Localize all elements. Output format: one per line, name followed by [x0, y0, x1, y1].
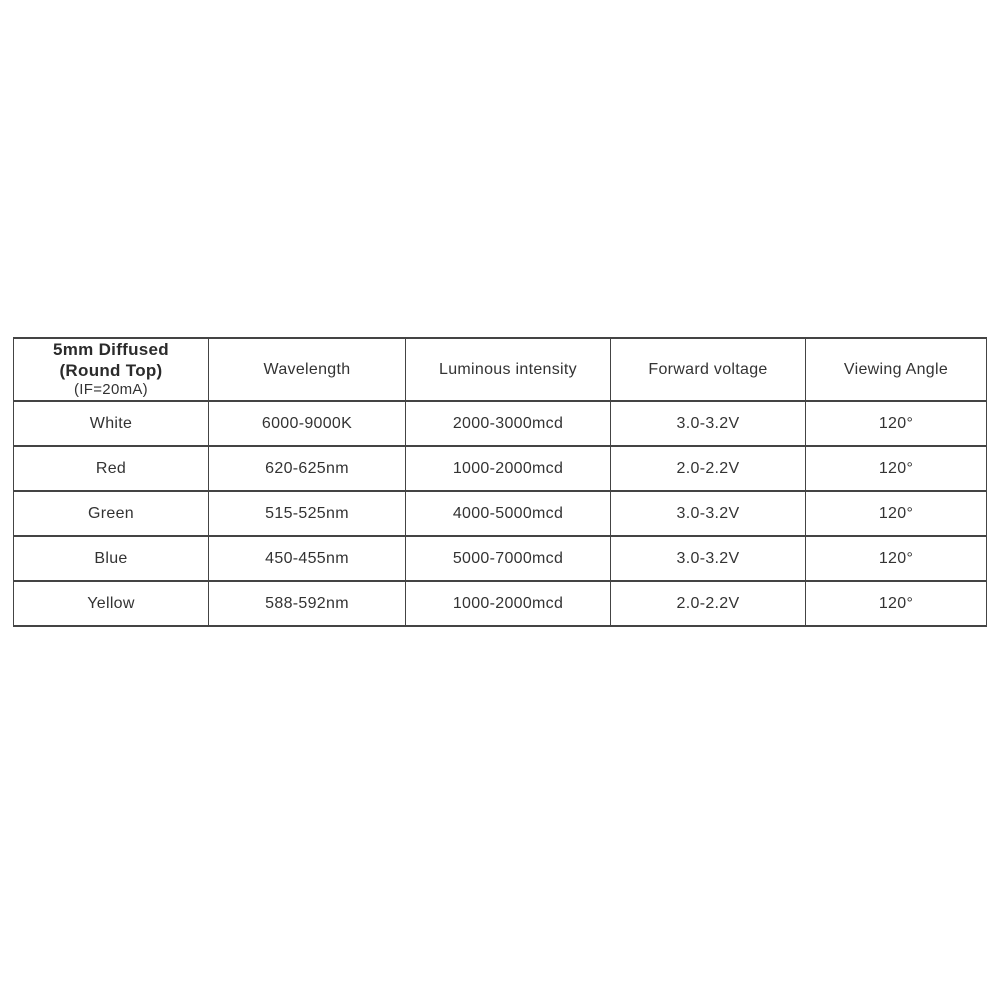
- angle-cell: 120°: [806, 536, 987, 581]
- voltage-cell: 3.0-3.2V: [611, 491, 806, 536]
- led-color-cell: White: [14, 401, 209, 446]
- corner-header-line2: (Round Top): [59, 360, 163, 380]
- angle-header: Viewing Angle: [806, 338, 987, 401]
- led-color-cell: Yellow: [14, 581, 209, 626]
- corner-header-cell: [14, 338, 209, 401]
- intensity-cell: 5000-7000mcd: [406, 536, 611, 581]
- angle-cell: 120°: [806, 401, 987, 446]
- led-color-cell: Green: [14, 491, 209, 536]
- wavelength-cell: 588-592nm: [209, 581, 406, 626]
- voltage-cell: 3.0-3.2V: [611, 401, 806, 446]
- table-row-blue: [14, 536, 987, 581]
- intensity-cell: 1000-2000mcd: [406, 581, 611, 626]
- voltage-cell: 2.0-2.2V: [611, 581, 806, 626]
- wavelength-header: Wavelength: [209, 338, 406, 401]
- led-color-cell: Red: [14, 446, 209, 491]
- corner-header-line1: 5mm Diffused: [52, 340, 169, 360]
- voltage-cell: 3.0-3.2V: [611, 536, 806, 581]
- led-color-cell: Blue: [14, 536, 209, 581]
- voltage-header: Forward voltage: [611, 338, 806, 401]
- intensity-cell: 4000-5000mcd: [406, 491, 611, 536]
- table-row-white: [14, 401, 987, 446]
- voltage-cell: 2.0-2.2V: [611, 446, 806, 491]
- wavelength-cell: 620-625nm: [209, 446, 406, 491]
- corner-header-line3: (IF=20mA): [74, 380, 148, 398]
- wavelength-cell: 450-455nm: [209, 536, 406, 581]
- led-spec-table: [13, 337, 987, 627]
- wavelength-cell: 515-525nm: [209, 491, 406, 536]
- wavelength-cell: 6000-9000K: [209, 401, 406, 446]
- intensity-cell: 2000-3000mcd: [406, 401, 611, 446]
- intensity-cell: 1000-2000mcd: [406, 446, 611, 491]
- table-header-row: [14, 338, 987, 401]
- table-row-yellow: [14, 581, 987, 626]
- table-row-green: [14, 491, 987, 536]
- table-row-red: [14, 446, 987, 491]
- angle-cell: 120°: [806, 446, 987, 491]
- intensity-header: Luminous intensity: [406, 338, 611, 401]
- angle-cell: 120°: [806, 581, 987, 626]
- angle-cell: 120°: [806, 491, 987, 536]
